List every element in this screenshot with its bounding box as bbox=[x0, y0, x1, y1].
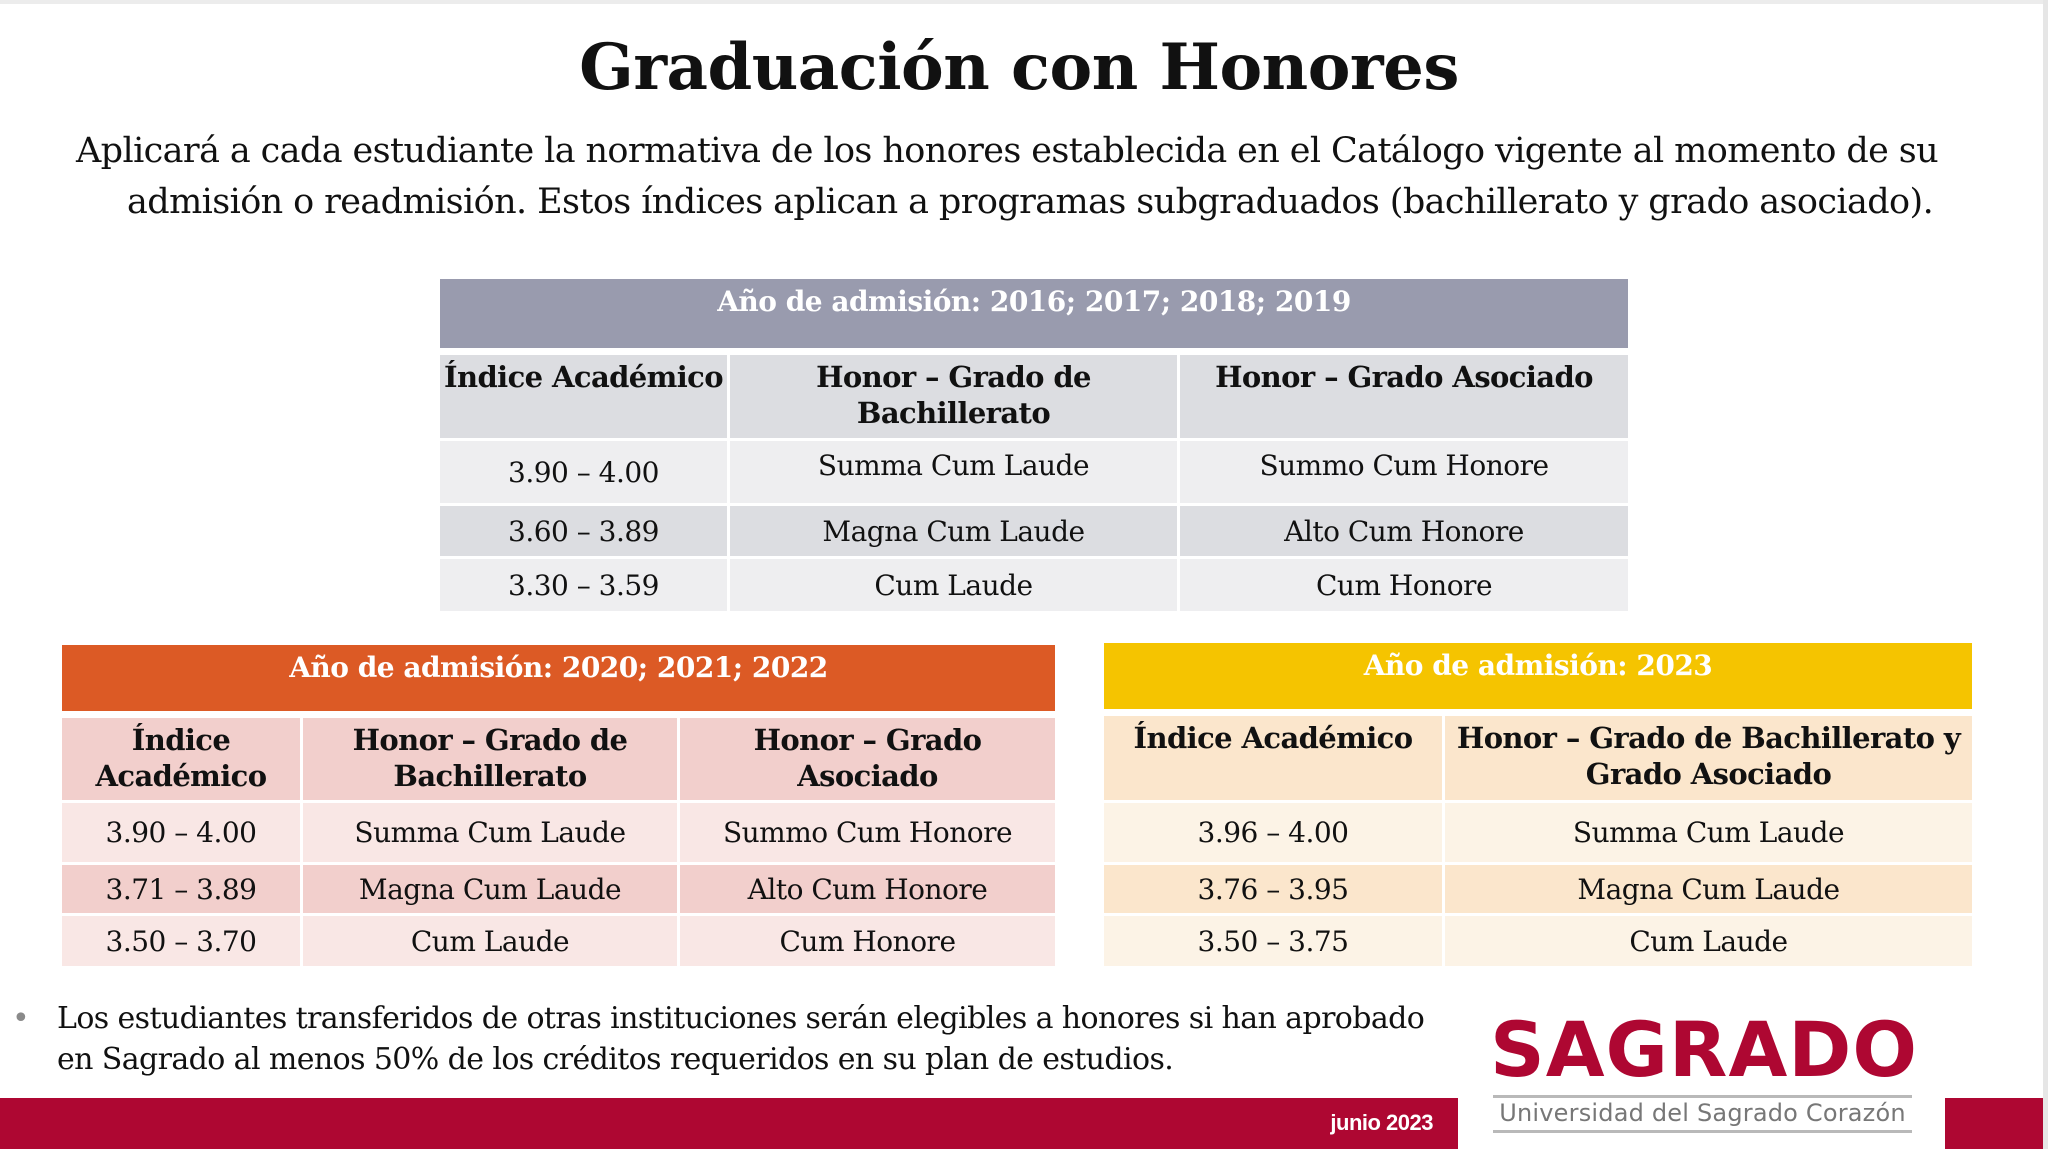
cell-honor-asociado: Cum Honore bbox=[1180, 559, 1628, 611]
logo-wordmark: SAGRADO bbox=[1490, 1005, 1918, 1094]
column-header-asociado: Honor – Grado Asociado bbox=[680, 718, 1055, 803]
table-band-title: Año de admisión: 2023 bbox=[1104, 643, 1972, 716]
intro-paragraph bbox=[76, 126, 2026, 228]
cell-indice: 3.90 – 4.00 bbox=[440, 441, 730, 506]
column-header-indice: Índice Académico bbox=[62, 718, 303, 803]
cell-honor-bachillerato: Cum Laude bbox=[303, 916, 680, 966]
column-header-asociado: Honor – Grado Asociado bbox=[1180, 355, 1628, 441]
slide-right-border bbox=[2043, 0, 2048, 1149]
cell-honor-asociado: Summo Cum Honore bbox=[680, 803, 1055, 865]
cell-indice: 3.71 – 3.89 bbox=[62, 865, 303, 916]
cell-honor-bachillerato: Magna Cum Laude bbox=[730, 506, 1180, 559]
intro-line-1: Aplicará a cada estudiante la normativa de los honores establecida en el Catálogo vigente al momento de su bbox=[76, 131, 1939, 171]
footer-bar-right bbox=[1945, 1098, 2043, 1149]
note-text bbox=[12, 998, 1452, 1080]
table-row bbox=[440, 559, 1628, 611]
slide-top-border bbox=[0, 0, 2048, 4]
cell-honor-bachillerato: Summa Cum Laude bbox=[303, 803, 680, 865]
cell-honor: Magna Cum Laude bbox=[1445, 865, 1972, 916]
cell-indice: 3.50 – 3.75 bbox=[1104, 916, 1445, 966]
note-line-1: Los estudiantes transferidos de otras instituciones serán elegibles a honores si han aprobado bbox=[57, 1001, 1425, 1036]
footer-date: junio 2023 bbox=[1330, 1110, 1433, 1135]
logo-rule-bottom bbox=[1493, 1130, 1912, 1133]
table-row bbox=[1104, 865, 1972, 916]
table-row bbox=[1104, 916, 1972, 966]
cell-indice: 3.30 – 3.59 bbox=[440, 559, 730, 611]
cell-indice: 3.60 – 3.89 bbox=[440, 506, 730, 559]
column-header-indice: Índice Académico bbox=[440, 355, 730, 441]
slide-title: Graduación con Honores bbox=[579, 30, 1459, 105]
bullet-icon: • bbox=[12, 1001, 30, 1036]
cell-indice: 3.76 – 3.95 bbox=[1104, 865, 1445, 916]
table-row bbox=[1104, 803, 1972, 865]
cell-indice: 3.96 – 4.00 bbox=[1104, 803, 1445, 865]
column-header-bachillerato: Honor – Grado de Bachillerato bbox=[303, 718, 680, 803]
cell-honor-asociado: Alto Cum Honore bbox=[680, 865, 1055, 916]
sagrado-logo bbox=[1490, 1005, 1918, 1133]
cell-honor-bachillerato: Summa Cum Laude bbox=[730, 441, 1180, 506]
transfer-students-note bbox=[12, 998, 1452, 1080]
cell-honor-asociado: Cum Honore bbox=[680, 916, 1055, 966]
cell-honor: Summa Cum Laude bbox=[1445, 803, 1972, 865]
cell-honor-asociado: Alto Cum Honore bbox=[1180, 506, 1628, 559]
honors-table-2016-2019 bbox=[440, 279, 1628, 611]
table-row bbox=[62, 865, 1055, 916]
cell-indice: 3.90 – 4.00 bbox=[62, 803, 303, 865]
honors-table-2023 bbox=[1104, 643, 1972, 966]
logo-subtitle: Universidad del Sagrado Corazón bbox=[1499, 1099, 1906, 1127]
table-row bbox=[440, 441, 1628, 506]
cell-honor-asociado: Summo Cum Honore bbox=[1180, 441, 1628, 506]
column-header-bachillerato: Honor – Grado de Bachillerato bbox=[730, 355, 1180, 441]
table-row bbox=[62, 916, 1055, 966]
intro-line-2: admisión o readmisión. Estos índices aplican a programas subgraduados (bachillerato y grado asociado). bbox=[127, 182, 1934, 222]
footer-bar-left bbox=[0, 1098, 1458, 1149]
table-band-title: Año de admisión: 2020; 2021; 2022 bbox=[62, 645, 1055, 718]
column-header-bachillerato-asociado: Honor – Grado de Bachillerato y Grado Asociado bbox=[1445, 716, 1972, 803]
cell-indice: 3.50 – 3.70 bbox=[62, 916, 303, 966]
note-line-2: en Sagrado al menos 50% de los créditos requeridos en su plan de estudios. bbox=[57, 1042, 1174, 1077]
cell-honor: Cum Laude bbox=[1445, 916, 1972, 966]
table-band-title: Año de admisión: 2016; 2017; 2018; 2019 bbox=[440, 279, 1628, 355]
table-row bbox=[62, 803, 1055, 865]
column-header-indice: Índice Académico bbox=[1104, 716, 1445, 803]
table-row bbox=[440, 506, 1628, 559]
cell-honor-bachillerato: Cum Laude bbox=[730, 559, 1180, 611]
cell-honor-bachillerato: Magna Cum Laude bbox=[303, 865, 680, 916]
honors-table-2020-2022 bbox=[62, 645, 1055, 966]
